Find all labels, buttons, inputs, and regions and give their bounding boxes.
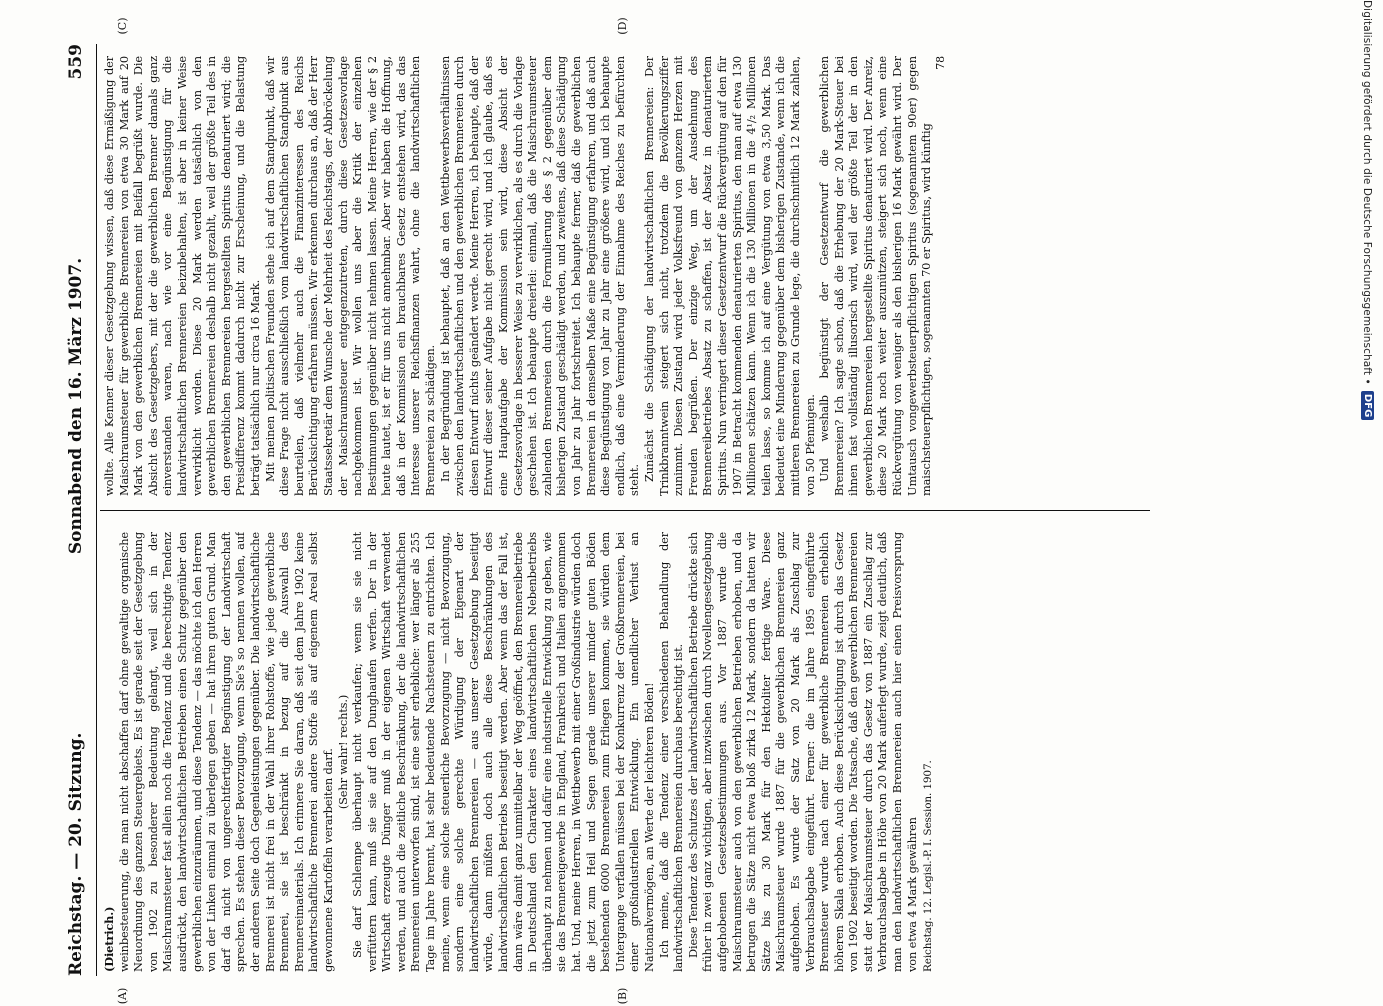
margin-mark-d: (D)	[616, 17, 629, 35]
page-header	[56, 44, 96, 976]
left-paragraph: Ich meine, daß die Tendenz einer verschiedenen Behandlung der landwirtschaftlichen Brennereien durchaus berechtigt ist.	[656, 532, 686, 972]
header-left: Reichstag. — 20. Sitzung.	[66, 732, 86, 976]
margin-mark-a: (A)	[116, 987, 129, 1005]
right-column	[102, 56, 1162, 496]
session-footer: Reichstag. 12. Legisl.-P. I. Session. 1907.	[922, 760, 935, 972]
column-divider	[100, 510, 1150, 511]
sheet-number: 78	[933, 56, 947, 70]
right-paragraph: Mit meinen politischen Freunden stehe ich auf dem Standpunkt, daß wir diese Frage nicht ausschließlich vom landwirtschaftlichen Standpunkt aus beurteilen, daß vielmehr auch die Finanzinteressen des Reichs Berücksichtigung erfahren müssen. Wir erkennen durchaus an, daß der Herr Staatssekretär dem Wunsche der Mehrheit des Reichstags, der Abbröckelung der Maischraumsteuer entgegenzutreten, durch diese Gesetzesvorlage nachgekommen ist. Wir wollen uns aber die Kritik der einzelnen Bestimmungen gegenüber nicht nehmen lassen. Meine Herren, wie der § 2 heute lautet, ist er für uns nicht annehmbar. Aber wir haben die Hoffnung, daß in der Kommission ein brauchbares Gesetz entstehen wird, das das Interesse unserer Reichsfinanzen wahrt, ohne die landwirtschaftlichen Brennereien zu schädigen.	[262, 56, 438, 496]
left-paragraph: weinbesteuerung, die man nicht abschaffen darf ohne gewaltige organische Neuordnung des ganzen Steuergebiets. Es ist gerade seit der Gesetzgebung von 1902 zu besonderer Bedeutung gelangt, weil sich in der Maischraumsteuer fast allein noch die Tendenz und die berechtigte Tendenz ausdrückt, den landwirtschaftlichen Betrieben einen Schutz gegenüber den gewerblichen einzuräumen, und diese Tendenz — das möchte ich den Herren von der Linken einmal zu überlegen geben — hat ihren guten Grund. Man darf da nicht von ungerechtfertigter Begünstigung der Landwirtschaft sprechen. Es stehen dieser Bevorzugung, wenn Sie's so nennen wollen, auf der anderen Seite doch Gegenleistungen gegenüber. Die landwirtschaftliche Brennerei ist nicht frei in der Wahl ihrer Rohstoffe, wie jede gewerbliche Brennerei, sie ist beschränkt in bezug auf die Auswahl des Brennereimaterials. Ich erinnere Sie daran, daß seit dem Jahre 1902 keine landwirtschaftliche Brennerei andere Stoffe als auf eigenem Areal selbst gewonnene Kartoffeln verarbeiten darf.	[116, 532, 335, 972]
header-date: Sonnabend den 16. März 1907.	[66, 257, 86, 555]
left-remark: (Sehr wahr! rechts.)	[335, 694, 350, 810]
left-paragraph: Diese Tendenz des Schutzes der landwirtschaftlichen Betriebe drückte sich früher in zwei ganz wichtigen, aber inzwischen durch Novellengesetzgebung aufgehobenen Gesetzesbestimmungen aus. Vor 1887 wurde die Maischraumsteuer auch von den gewerblichen Betrieben erhoben, und da betrugen die Sätze nicht etwa bloß zirka 12 Mark, sondern da hatten wir Sätze bis zu 30 Mark für den Hektoliter fertige Ware. Diese Maischraumsteuer wurde 1887 für die gewerblichen Brennereien ganz aufgehoben. Es wurde der Satz von 20 Mark als Zuschlag zur Verbrauchsabgabe eingeführt. Ferner: die im Jahre 1895 eingeführte Brennsteuer wurde nach einer für gewerbliche Brennereien erheblich höheren Skala erhoben. Auch diese Berücksichtigung ist durch das Gesetz von 1902 beseitigt worden. Die Tatsache, daß den gewerblichen Brennereien statt der Maischraumsteuer durch das Gesetz von 1887 ein Zuschlag zur Verbrauchsabgabe in Höhe von 20 Mark auferlegt wurde, zeigt deutlich, daß man den landwirtschaftlichen Brennereien auch hier einen Preisvorsprung von etwa 4 Mark gewähren	[685, 532, 919, 972]
left-paragraph: Sie darf Schlempe überhaupt nicht verkaufen; wenn sie sie nicht verfüttern kann, muß sie sie auf den Dunghaufen werfen. Der in der Wirtschaft erzeugte Dünger muß in der eigenen Wirtschaft verwendet werden, und auch die zeitliche Beschränkung, der die landwirtschaftlichen Brennereien unterworfen sind, ist eine sehr erhebliche: wer länger als 255 Tage im Jahre brennt, hat sehr bedeutende Nachsteuern zu entrichten. Ich meine, wenn eine solche steuerliche Bevorzugung — nicht Bevorzugung, sondern eine solche gerechte Würdigung der Eigenart der landwirtschaftlichen Brennereien — aus unserer Gesetzgebung beseitigt würde, dann müßten doch auch alle diese Beschränkungen des landwirtschaftlichen Betriebs beseitigt werden. Aber wenn das der Fall ist, dann wäre damit ganz unmittelbar der Weg geöffnet, den Brennereibetriebe in Deutschland den Charakter eines landwirtschaftlichen Nebenbetriebs überhaupt zu nehmen und dafür eine industrielle Entwicklung zu geben, wie sie das Brennereigewerbe in England, Frankreich und Italien angenommen hat. Und, meine Herren, in Wettbewerb mit einer Großindustrie würden doch die jetzt zum Heil und Segen gerade unserer minder guten Böden bestehenden 6000 Brennereien zum Erliegen kommen, sie würden dem Untergange verfallen müssen bei der Konkurrenz der Großbrennereien, bei einer großindustriellen Entwicklung. Ein unendlicher Verlust an Nationalvermögen, an Werte der leichteren Böden!	[350, 532, 656, 972]
right-paragraph: wollte. Alle Kenner dieser Gesetzgebung wissen, daß diese Ermäßigung der Maischraumsteuer für gewerbliche Brennereien von etwa 30 Mark auf 20 Mark von den gewerblichen Brennereien mit Beifall begrüßt wurde. Die Absicht des Gesetzgebers, mit der die gewerblichen Brenner damals ganz einverstanden waren, nach wie vor eine Begünstigung für die landwirtschaftlichen Brennereien beizubehalten, ist aber in keiner Weise verwirklicht worden. Diese 20 Mark werden tatsächlich von den gewerblichen Brennereien deshalb nicht gezahlt, weil der größte Teil des in den gewerblichen Brennereien hergestellten Spiritus denaturiert wird; die Preisdifferenz kommt dadurch nicht zur Erscheinung, und die Belastung beträgt tatsächlich nur circa 16 Mark.	[102, 56, 262, 496]
header-rule	[96, 44, 97, 976]
right-paragraph: Und weshalb begünstigt der Gesetzentwurf die gewerblichen Brennereien? Ich sagte schon, daß die Erhebung der 20 Mark-Steuer bei ihnen fast vollständig illusorisch wird, weil der größte Teil der in den gewerblichen Brennereien hergestellte Spiritus denaturiert wird. Der Anreiz, diese 20 Mark noch weiter auszunützen, steigert sich noch, wenn eine Rückvergütung von weniger als den bisherigen 16 Mark gewährt wird. Der Umtausch vongewerbsteuerpflichtigen Spiritus (sogenanntem 90er) gegen maischsteuerpflichtigen, sogenannten 70 er Spiritus, wird künftig	[817, 56, 934, 496]
page-number: 559	[66, 44, 86, 80]
right-paragraph: In der Begründung ist behauptet, daß an den Wettbewerbsverhältnissen zwischen den landwirtschaftlichen und den gewerblichen Brennereien durch diesen Entwurf nichts geändert werde. Meine Herren, ich behaupte, daß der Entwurf dieser seiner Aufgabe nicht gerecht wird, und ich glaube, daß es eine Hauptaufgabe der Kommission sein wird, diese Absicht der Gesetzesvorlage in besserer Weise zu verwirklichen, als es durch die Vorlage geschehen ist. Ich behaupte dreierlei: einmal, daß die Maischraumsteuer zahlenden Brennereien durch die Formulierung des § 2 gegenüber dem bisherigen Zustand geschädigt werden, und zweitens, daß diese Schädigung von Jahr zu Jahr fortschreitet. Ich behaupte ferner, daß die gewerblichen Brennereien in demselben Maße eine Begünstigung erfahren, und daß auch diese Begünstigung von Jahr zu Jahr eine größere wird, und ich behaupte endlich, daß eine Verminderung der Einnahme des Reiches zu befürchten steht.	[437, 56, 642, 496]
rotated-page	[56, 17, 1166, 1005]
speaker-label: (Dietrich.)	[102, 906, 116, 972]
dfg-logo: DFG	[1361, 391, 1374, 421]
dfg-sidebar	[1355, 0, 1377, 1000]
left-column	[102, 532, 1162, 972]
left-footer	[921, 532, 936, 972]
page-content	[56, 17, 1166, 1005]
dfg-note	[1361, 0, 1374, 420]
dfg-text: Digitalisierung gefördert durch die Deutsche Forschungsgemeinschaft •	[1361, 0, 1374, 385]
margin-mark-b: (B)	[616, 987, 629, 1005]
margin-mark-c: (C)	[116, 17, 129, 35]
right-paragraph: Zunächst die Schädigung der landwirtschaftlichen Brennereien: Der Trinkbranntwein steigert sich nicht, trotzdem die Bevölkerungsziffer zunimmt. Diesen Zustand wird jeder Volksfreund von ganzem Herzen mit Freuden begrüßen. Der einzige Weg, um der Ausdehnung des Brennereibetriebes Absatz zu schaffen, ist der Absatz in denaturiertem Spiritus. Nun verringert dieser Gesetzentwurf die Rückvergütung auf den für 1907 in Betracht kommenden denaturierten Spiritus, den man auf etwa 130 Millionen schätzen kann. Wenn ich die 130 Millionen in die 4¹/₂ Millionen teilen lasse, so komme ich auf eine Vergütung von etwa 3,50 Mark. Das bedeutet eine Minderung gegenüber dem bisherigen Zustande, wenn ich die mittleren Brennereien zu Grunde lege, die durchschnittlich 12 Mark zahlen, von 50 Pfennigen.	[641, 56, 817, 496]
